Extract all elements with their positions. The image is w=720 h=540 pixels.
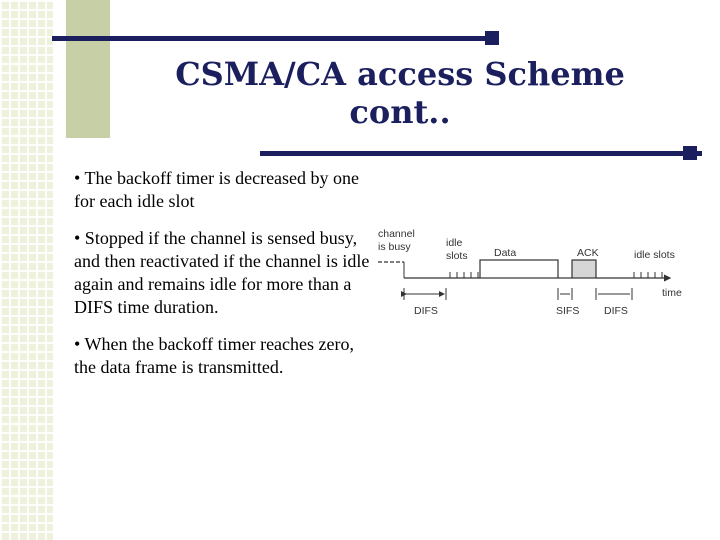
- slide-title: [160, 55, 640, 131]
- sifs-label: SIFS: [556, 305, 580, 317]
- title-bottom-rule: [260, 151, 702, 156]
- data-frame-box: [480, 260, 558, 278]
- background-grid-strip: [0, 0, 53, 540]
- bullet-item: • Stopped if the channel is sensed busy, and then reactivated if the channel is idle again and remains idle for more than a DIFS time duration.: [74, 228, 370, 317]
- ack-frame-box: [572, 260, 596, 278]
- bottom-rule-square: [683, 146, 697, 160]
- slide-title-line1: CSMA/CA access Scheme: [175, 55, 625, 93]
- data-frame-label: Data: [494, 247, 517, 259]
- idle-slots-left-line2: slots: [446, 250, 468, 262]
- channel-busy-label-line1: channel: [378, 228, 415, 240]
- slide-title-line2: cont..: [349, 93, 451, 131]
- difs-left-label: DIFS: [414, 305, 438, 317]
- bullet-item: • When the backoff timer reaches zero, the data frame is transmitted.: [74, 334, 355, 377]
- bullet-list: [74, 167, 374, 393]
- time-axis-label: time: [662, 287, 682, 299]
- title-top-rule: [52, 36, 496, 41]
- idle-slots-left-line1: idle: [446, 237, 463, 249]
- csma-ca-timing-diagram: [370, 222, 710, 322]
- top-rule-square: [485, 31, 499, 45]
- ack-frame-label: ACK: [577, 247, 599, 259]
- channel-busy-label-line2: is busy: [378, 241, 411, 253]
- bullet-item: • The backoff timer is decreased by one for each idle slot: [74, 168, 360, 211]
- decorative-green-block: [66, 0, 110, 138]
- difs-right-label: DIFS: [604, 305, 628, 317]
- idle-slots-right-label: idle slots: [634, 249, 675, 261]
